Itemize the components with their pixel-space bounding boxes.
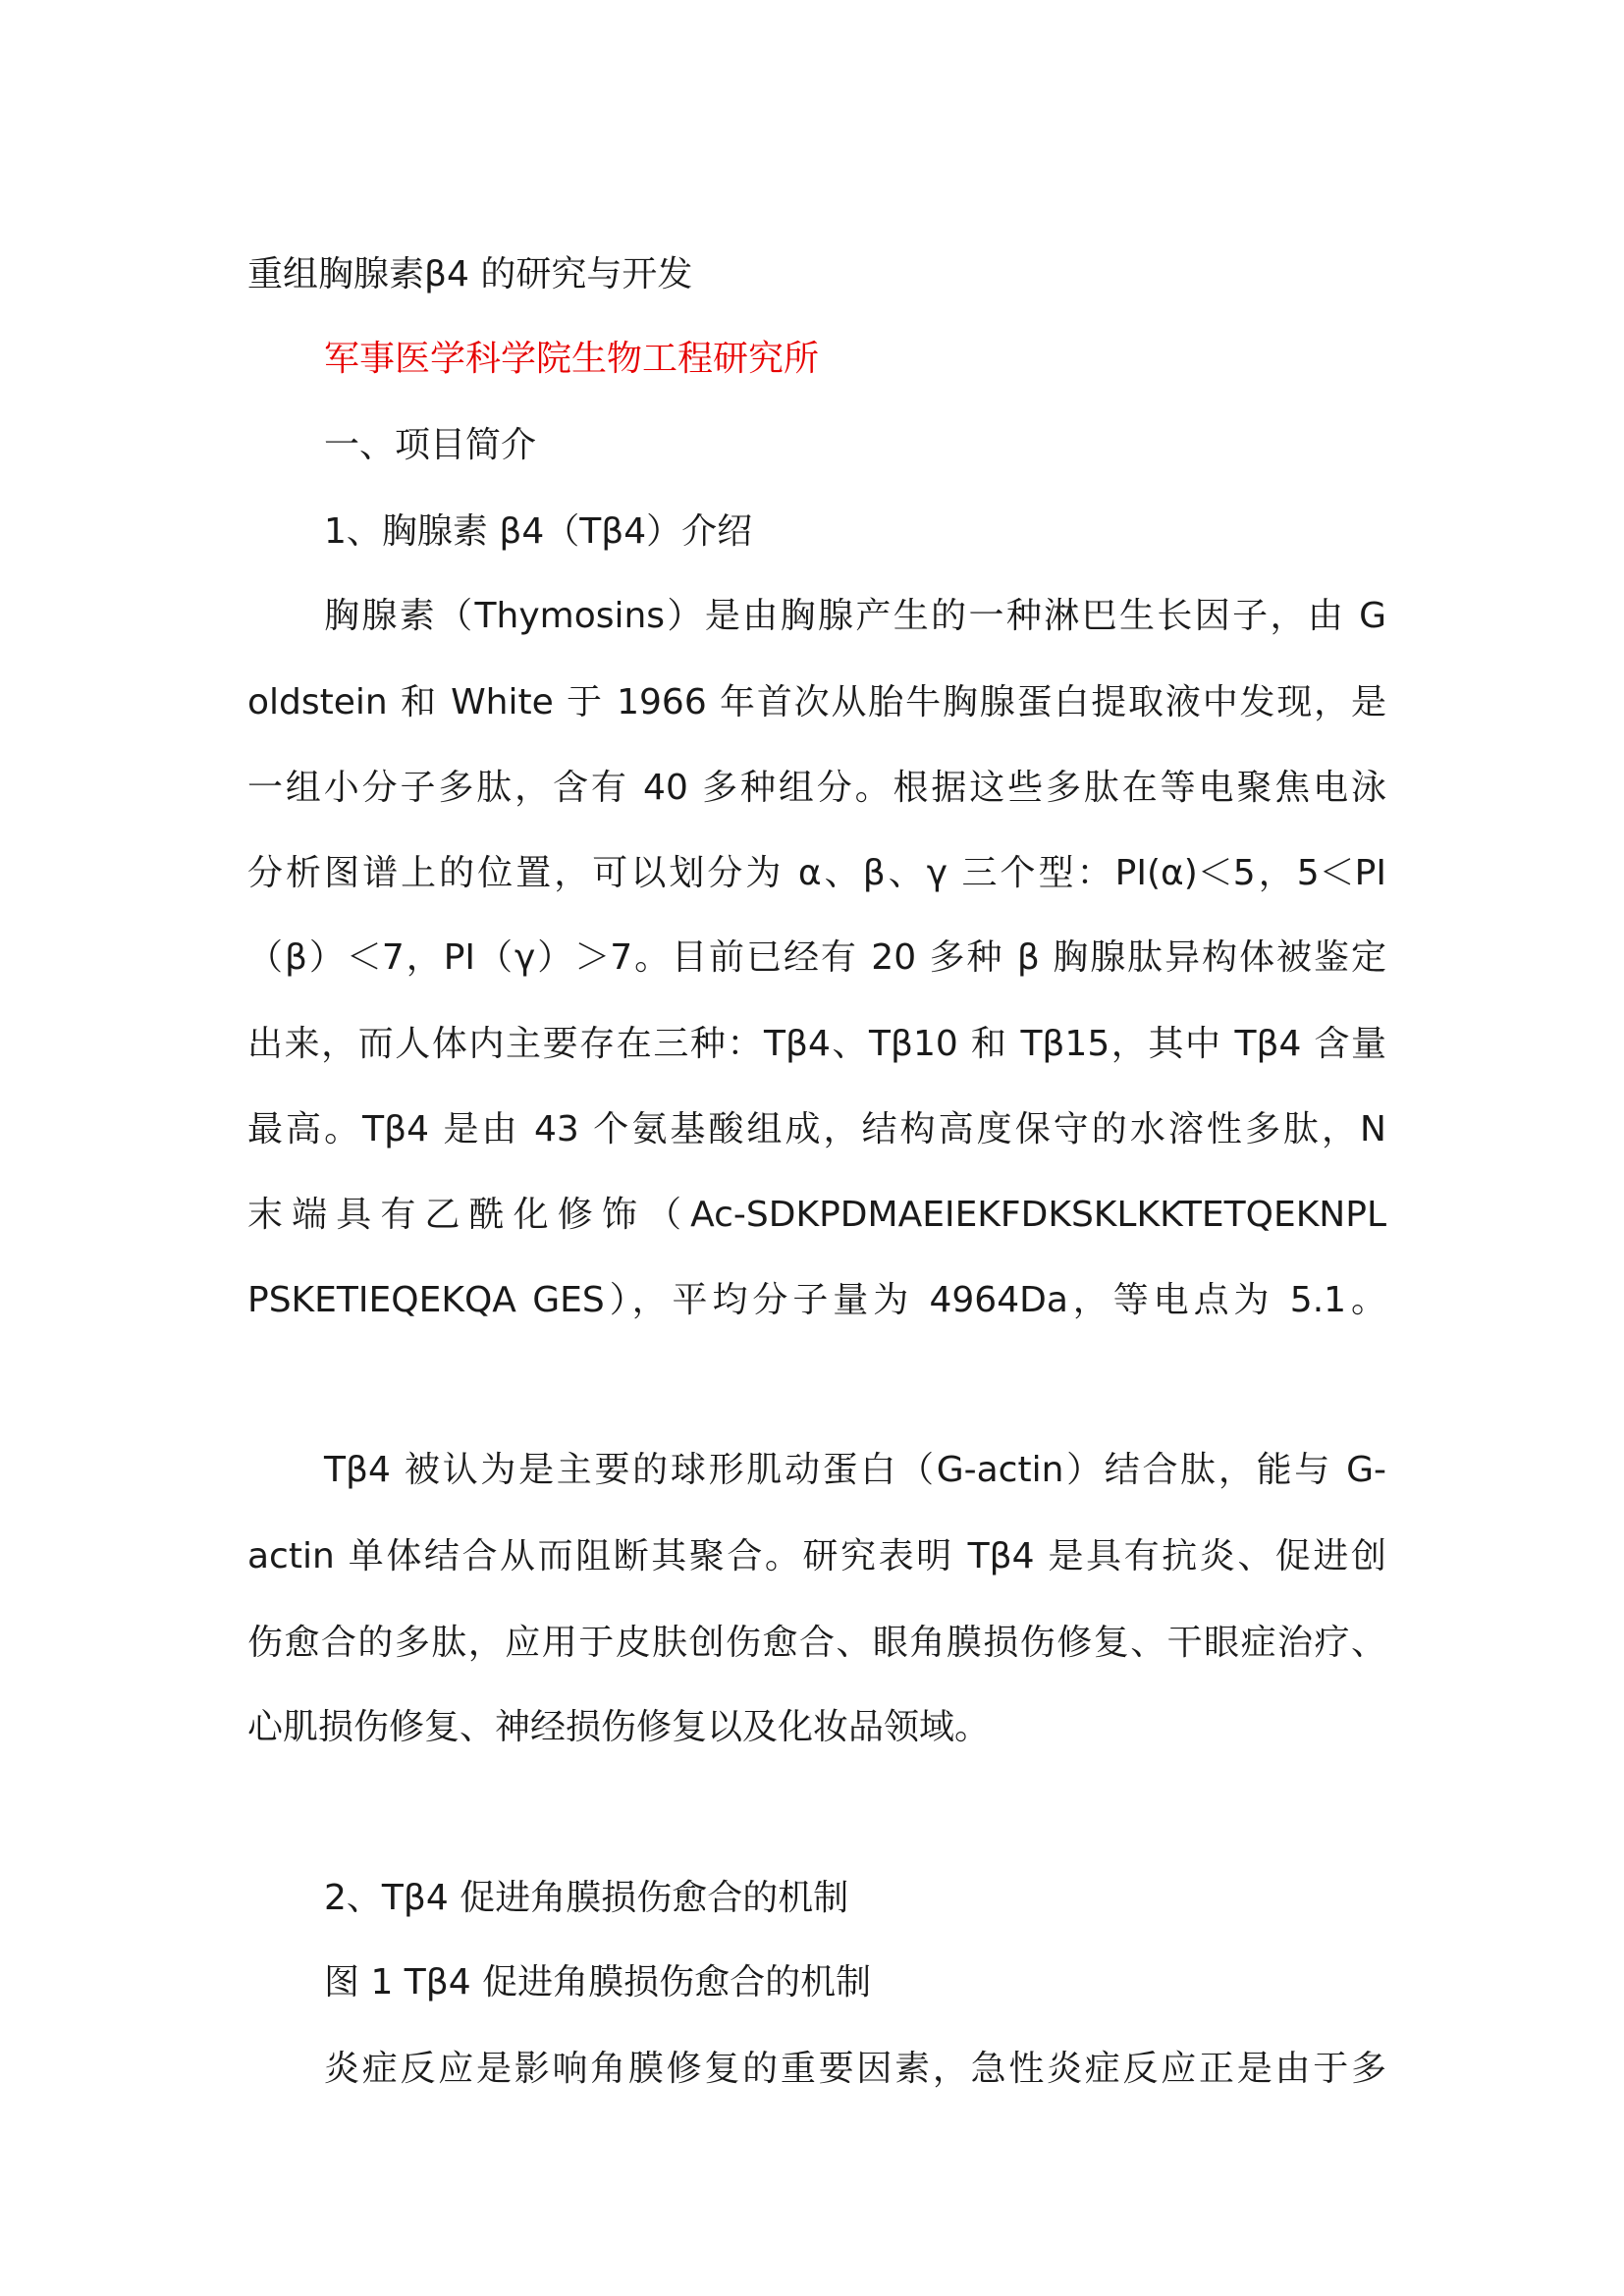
paragraph-line: PSKETIEQEKQA GES），平均分子量为 4964Da，等电点为 5.1。	[247, 1280, 1386, 1320]
figure-caption: 图 1 Tβ4 促进角膜损伤愈合的机制	[324, 1962, 872, 2002]
paragraph-line: 一组小分子多肽，含有 40 多种组分。根据这些多肽在等电聚焦电泳	[247, 768, 1386, 808]
section-heading-intro: 一、项目简介	[324, 425, 537, 465]
paragraph-line: 出来，而人体内主要存在三种：Tβ4、Tβ10 和 Tβ15，其中 Tβ4 含量	[247, 1024, 1386, 1064]
document-title: 重组胸腺素β4 的研究与开发	[247, 254, 693, 294]
subsection-heading-mechanism: 2、Tβ4 促进角膜损伤愈合的机制	[324, 1878, 849, 1918]
paragraph-line: 伤愈合的多肽，应用于皮肤创伤愈合、眼角膜损伤修复、干眼症治疗、	[247, 1623, 1386, 1663]
paragraph-line: 胸腺素（Thymosins）是由胸腺产生的一种淋巴生长因子，由 G	[324, 596, 1386, 636]
institution-name: 军事医学科学院生物工程研究所	[324, 339, 820, 379]
paragraph-line: 分析图谱上的位置，可以划分为 α、β、γ 三个型：PI(α)＜5，5＜PI	[247, 853, 1386, 893]
paragraph-line: （β）＜7，PI（γ）＞7。目前已经有 20 多种 β 胸腺肽异构体被鉴定	[247, 937, 1386, 978]
paragraph-line: Tβ4 被认为是主要的球形肌动蛋白（G-actin）结合肽，能与 G-	[324, 1450, 1386, 1490]
paragraph-line: 末端具有乙酰化修饰（Ac-SDKPDMAEIEKFDKSKLKKTETQEKNPL	[247, 1195, 1386, 1235]
paragraph-line: 最高。Tβ4 是由 43 个氨基酸组成，结构高度保守的水溶性多肽，N	[247, 1109, 1386, 1149]
subsection-heading-thymosin: 1、胸腺素 β4（Tβ4）介绍	[324, 511, 753, 552]
paragraph-line: oldstein 和 White 于 1966 年首次从胎牛胸腺蛋白提取液中发现，是	[247, 682, 1386, 722]
paragraph-line: 心肌损伤修复、神经损伤修复以及化妆品领域。	[247, 1707, 991, 1747]
paragraph-line: actin 单体结合从而阻断其聚合。研究表明 Tβ4 是具有抗炎、促进创	[247, 1536, 1386, 1576]
paragraph-line: 炎症反应是影响角膜修复的重要因素，急性炎症反应正是由于多	[324, 2049, 1386, 2089]
